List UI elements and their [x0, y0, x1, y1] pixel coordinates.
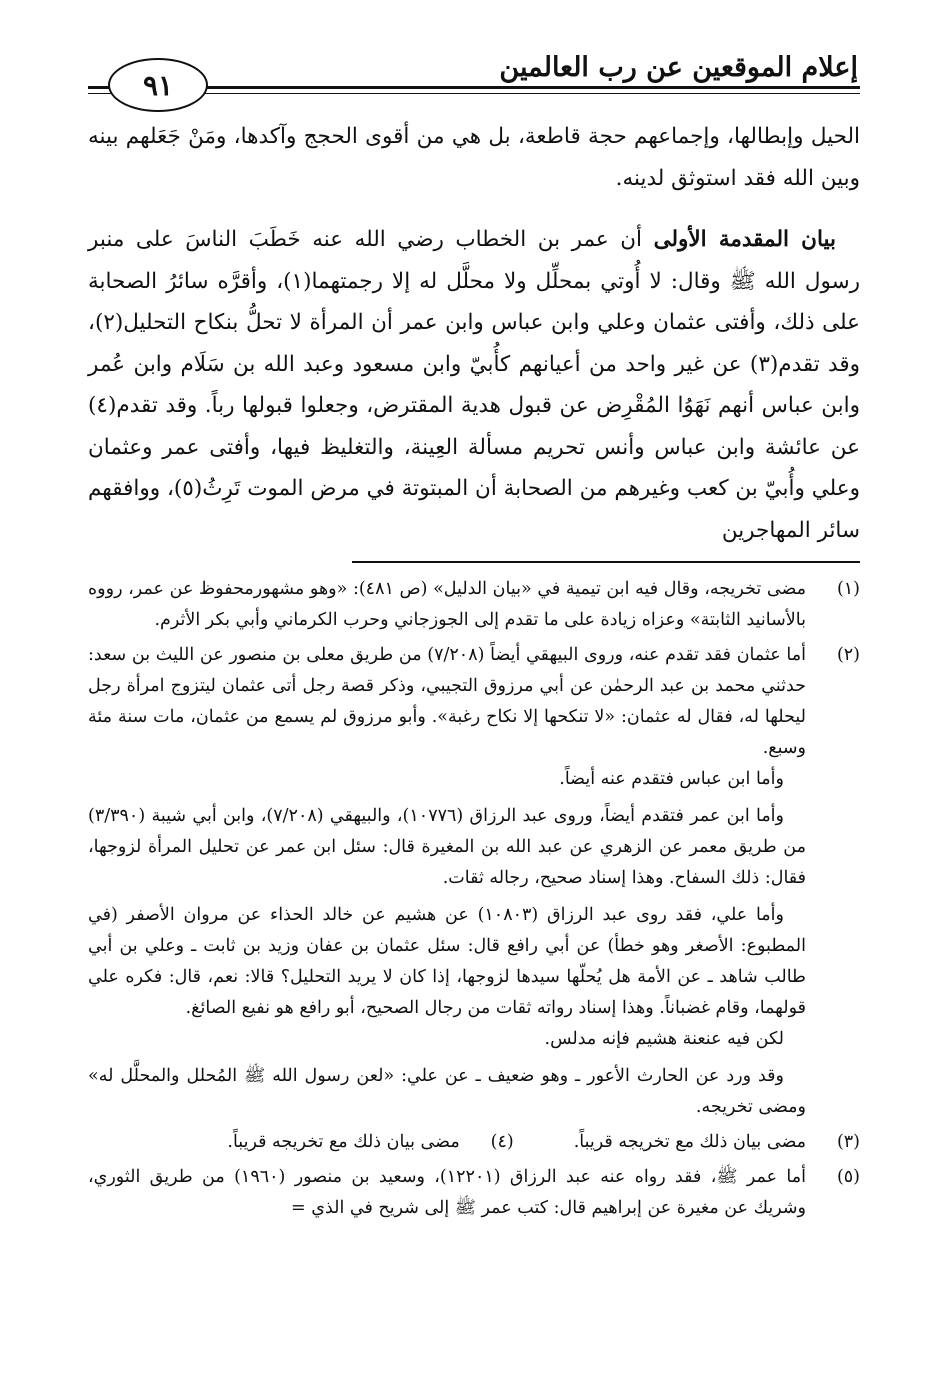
main-text: [88, 116, 860, 551]
footnote-number: (٢): [836, 645, 860, 665]
section-lead-heading: بيان المقدمة الأولى: [653, 227, 836, 252]
footnote-text: وأما ابن عمر فتقدم أيضاً، وروى عبد الرزاق (١٠٧٧٦)، والبيهقي (٧/٢٠٨)، وابن أبي شيبة (٣/٣٩٠) من طريق معمر عن الزهري عن عبد الله بن المغيرة قال: سئل ابن عمر عن تحليل المرأة لزوجها، فقال: ذلك السفاح. وهذا إسناد صحيح، رجاله ثقات.: [88, 806, 806, 888]
footnote-2: [88, 640, 860, 1123]
paragraph-continuation: الحيل وإبطالها، وإجماعهم حجة قاطعة، بل هي من أقوى الحجج وآكدها، ومَنْ جَعَلهم بينه وبين الله فقد استوثق لدينه.: [88, 124, 860, 191]
footnote-text: وأما علي، فقد روى عبد الرزاق (١٠٨٠٣) عن هشيم عن خالد الحذاء عن مروان الأصفر (في المطبوع: الأصغر وهو خطأ) عن أبي رافع قال: سئل عثمان بن عفان وزيد بن ثابت ـ وعلي بن أبي طالب شاهد ـ عن الأمة هل يُحلّها سيدها لزوجها، إذا كان لا يريد التحليل؟ قالا: نعم، قال: فكره علي قولهما، وقام غضباناً. وهذا إسناد رواته ثقات من رجال الصحيح، أبو رافع هو نفيع الصائغ.: [88, 905, 806, 1018]
footnote-1: [88, 574, 860, 636]
book-title-header: إعلام الموقعين عن رب العالمين: [499, 52, 858, 83]
footnote-text: أما عمر ﷺ، فقد رواه عنه عبد الرزاق (١٢٢٠١)، وسعيد بن منصور (١٩٦٠) من طريق الثوري، وشريك عن مغيرة عن إبراهيم قال: كتب عمر ﷺ إلى شريح في الذي =: [88, 1167, 806, 1218]
paragraph-first-premise: [88, 219, 860, 551]
footnote-text: وأما ابن عباس فتقدم عنه أيضاً.: [559, 769, 784, 789]
footnote-text: مضى بيان ذلك مع تخريجه قريباً.: [573, 1132, 806, 1152]
footnote-text: مضى بيان ذلك مع تخريجه قريباً.: [227, 1132, 460, 1152]
page-number: ٩١: [108, 58, 208, 112]
footnote-text: مضى تخريجه، وقال فيه ابن تيمية في «بيان الدليل» (ص ٤٨١): «وهو مشهورمحفوظ عن عمر، رووه بالأسانيد الثابتة» وعزاه زيادة على ما تقدم إلى الجوزجاني وحرب الكرماني وأبي بكر الأثرم.: [88, 579, 806, 630]
footnote-number: (٥): [836, 1167, 860, 1187]
footnote-text: أما عثمان فقد تقدم عنه، وروى البيهقي أيضاً (٧/٢٠٨) من طريق معلى بن منصور عن الليث بن سعد: حدثني محمد بن عبد الرحمٰن عن أبي مرزوق التجيبي، وذكر قصة رجل أتى عثمان ليتزوج امرأة رجل ليحلها له، فقال له عثمان: «لا تنكحها إلا نكاح رغبة». وأبو مرزوق لم يسمع من عثمان، مات سنة مئة وسبع.: [88, 645, 806, 758]
footnote-number: (١): [836, 579, 860, 599]
footnotes-3-4: [88, 1127, 860, 1158]
paragraph-body: أن عمر بن الخطاب رضي الله عنه خَطَبَ الناسَ على منبر رسول الله ﷺ وقال: لا أُوتي بمحلِّل ولا محلَّل له إلا رجمتهما(١)، وأقرَّه سائرُ الصحابة على ذلك، وأفتى عثمان وعلي وابن عباس وابن عمر أن المرأة لا تحلُّ بنكاح التحليل(٢)، وقد تقدم(٣) عن غير واحد من أعيانهم كأُبيّ وابن مسعود وعبد الله بن سَلَام وابن عُمر وابن عباس أنهم نَهَوُا المُقْرِض عن قبول هدية المقترض، وجعلوا قبولها رباً. وقد تقدم(٤) عن عائشة وابن عباس وأنس تحريم مسألة العِينة، والتغليظ فيها، وأفتى عمر وعثمان وعلي وأُبيّ بن كعب وغيرهم من الصحابة أن المبتوتة في مرض الموت تَرِثُ(٥)، ووافقهم سائر المهاجرين: [88, 227, 860, 543]
footnote-5: [88, 1162, 860, 1224]
footnote-number: (٣): [836, 1132, 860, 1152]
footnote-separator: [352, 561, 860, 563]
footnote-text: لكن فيه عنعنة هشيم فإنه مدلس.: [544, 1029, 784, 1049]
footnotes: [88, 574, 860, 1224]
footnote-number: (٤): [490, 1132, 514, 1152]
footnote-text: وقد ورد عن الحارث الأعور ـ وهو ضعيف ـ عن علي: «لعن رسول الله ﷺ المُحلل والمحلَّل له» ومضى تخريجه.: [88, 1066, 806, 1117]
